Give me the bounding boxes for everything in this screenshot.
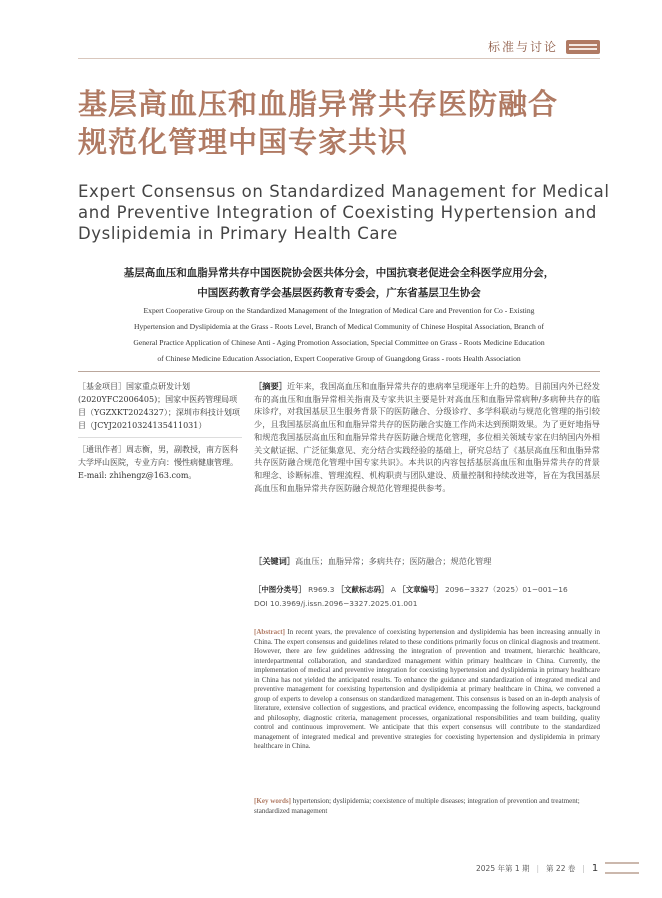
authors-cn-line: 基层高血压和血脂异常共存中国医院协会医共体分会，中国抗衰老促进会全科医学应用分会， [123,267,555,279]
section-divider [78,371,600,372]
abstract-cn [254,380,600,494]
keywords-cn-text: 高血压；血脂异常；多病共存；医防融合；规范化管理 [294,556,492,566]
author-label: ［通讯作者］ [78,445,126,454]
header-divider [78,58,600,59]
abstract-en [254,628,600,752]
authors-en-line: of Chinese Medicine Education Association, Expert Cooperative Group of Guangdong Grass - roots Health Association [157,354,521,363]
authors-en-line: General Practice Application of Chinese Anti - Aging Promotion Association, Special Committee on Grass - Roots Medicine Education [133,338,545,347]
keywords-cn-label: ［关键词］ [254,556,295,566]
clc-label: ［中图分类号］ [254,585,306,594]
title-en-line: Dyslipidemia in Primary Health Care [78,224,398,243]
doc-code-value: A [390,585,396,594]
footer-ornament-icon [605,862,639,874]
sidebar-notes [78,380,242,487]
page-number: 1 [591,862,599,874]
title-cn [78,85,608,161]
authors-en-line: Hypertension and Dyslipidemia at the Grass - Roots Level, Branch of Medical Community of Chinese Hospital Association, Branch of [134,322,544,331]
title-cn-line: 基层高血压和血脂异常共存医防融合 [78,87,559,121]
doi-line: DOI 10.3969/j.issn.2096−3327.2025.01.001 [254,599,418,608]
authors-en-line: Expert Cooperative Group on the Standardized Management of the Integration of Medical Care and Prevention for Co - Existing [143,306,535,315]
sidebar-divider [78,437,242,438]
fund-note [78,380,242,432]
authors-cn [78,263,600,303]
clc-value: R969.3 [308,585,335,594]
classification-info [254,583,600,611]
page-footer [476,862,639,874]
keywords-en-text: hypertension; dyslipidemia; coexistence of multiple diseases; integration of prevention and treatment; standardized management [254,797,580,815]
abstract-cn-text: 近年来，我国高血压和血脂异常共存的患病率呈现逐年上升的趋势。目前国内外已经发布的高血压和血脂异常相关指南及专家共识主要是针对高血压和血脂异常病种/多病种共存的临床诊疗，对我国基层卫生服务背景下的医防融合、分级诊疗、多学科联动与规范化管理的指引较少，且我国基层高血压和血脂异常共存的医防融合实施工作尚未达到预期效果。为了更好地指导和规范我国基层高血压和血脂异常共存医防融合规范化管理，多位相关领域专家在归纳国内外相关文献证据、广泛征集意见、充分结合实践经验的基础上，研究总结了《基层高血压和血脂异常共存医防融合规范化管理中国专家共识》。本共识的内容包括基层高血压和血脂异常共存的背景和理念、诊断标准、管理流程、机构职责与团队建设、质量控制和持续改进等，旨在为我国基层高血压和血脂异常共存医防融合规范化管理提供参考。 [254,381,600,493]
corresponding-author-note [78,443,242,482]
abstract-cn-label: ［摘要］ [254,381,287,391]
doc-code-label: ［文献标志码］ [336,585,389,594]
section-tag: 标准与讨论 [488,40,559,54]
abstract-en-label: [Abstract] [254,628,285,636]
fund-text: 国家重点研发计划(2020YFC2006405)；国家中医药管理局项目（YGZXKT2024327）；深圳市科技计划项目（JCYJ20210324135411031） [78,382,240,430]
footer-volume: 第 22 卷 [546,863,576,873]
article-number-value: 2096−3327（2025）01−001−16 [445,585,568,594]
running-header [488,38,600,55]
authors-cn-line: 中国医药教育学会基层医药教育专委会，广东省基层卫生协会 [197,287,481,299]
footer-issue: 2025 年第 1 期 [476,863,530,873]
journal-logo-icon [566,40,600,54]
footer-separator: | [536,863,540,873]
title-en-line: and Preventive Integration of Coexisting Hypertension and [78,203,597,222]
author-text: 周志衡，男，副教授，南方医科大学坪山医院，专业方向：慢性病健康管理。E-mail: zhihengz@163.com。 [78,445,238,480]
authors-en [78,303,600,367]
fund-label: ［基金项目］ [78,382,126,391]
title-en-line: Expert Consensus on Standardized Management for Medical [78,182,610,201]
classification-line [254,583,600,597]
keywords-en [254,797,600,816]
keywords-cn [254,556,600,567]
footer-separator: | [582,863,585,873]
title-en [78,181,618,244]
keywords-en-label: [Key words] [254,797,291,805]
title-cn-line: 规范化管理中国专家共识 [78,125,409,159]
abstract-en-text: In recent years, the prevalence of coexisting hypertension and dyslipidemia has been increasing annually in China. The expert consensus and guidelines related to these conditions primarily focus on clinical diagnosis and treatment. However, there are few guidelines addressing the integration of prevention and treatment, hierarchic healthcare, interdepartmental collaboration, and standardized management within primary healthcare in China. Currently, the implementation of medical and preventive integration for coexisting hypertension and dyslipidemia in primary healthcare in China has not yielded the anticipated results. To enhance the guidance and standardization of integrated medical and preventive management for coexisting hypertension and dyslipidemia at primary healthcare in China, we convened a group of experts to develop a consensus on standardized management. This consensus is based on an in-depth analysis of literature, extensive collection of suggestions, and practical evidence, encompassing the following aspects, background and philosophy, diagnostic criteria, management processes, organizational responsibilities and team building, quality control and continuous improvement. We anticipate that this expert consensus will contribute to the standardized management of integrated medical and preventive strategies for coexisting hypertension and dyslipidemia in primary healthcare in China. [254,628,600,750]
article-number-label: ［文章编号］ [398,585,443,594]
